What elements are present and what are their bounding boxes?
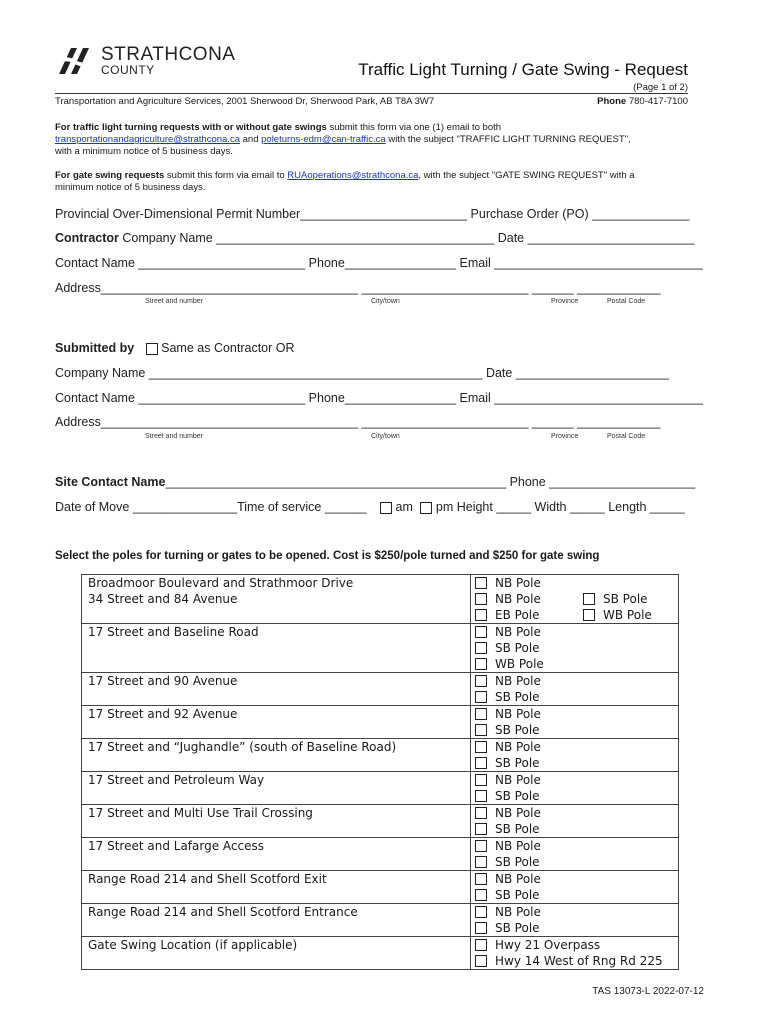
pole-option-label: NB Pole — [495, 905, 541, 919]
pole-checkbox[interactable] — [475, 741, 487, 753]
options-cell — [471, 937, 679, 970]
location-label: 17 Street and Petroleum Way — [88, 773, 265, 787]
pole-checkbox[interactable] — [475, 922, 487, 934]
contractor-label: Contractor — [55, 231, 119, 245]
intro-gate-swing — [55, 170, 635, 194]
department-address: Transportation and Agriculture Services, 2001 Sherwood Dr, Sherwood Park, AB T8A 3W7 — [55, 96, 435, 107]
pole-option-label: SB Pole — [495, 822, 540, 836]
table-row — [82, 575, 679, 624]
pole-checkbox[interactable] — [583, 593, 595, 605]
options-cell — [471, 706, 679, 739]
contractor-row[interactable] — [55, 231, 694, 245]
site-contact-row[interactable] — [55, 475, 695, 489]
pole-checkbox[interactable] — [475, 823, 487, 835]
pole-checkbox[interactable] — [475, 774, 487, 786]
gate-option-label: Hwy 21 Overpass — [495, 938, 601, 952]
intro-traffic-light — [55, 122, 635, 158]
location-cell — [82, 772, 471, 805]
city-caption-2: City/town — [371, 433, 400, 440]
location-label: Range Road 214 and Shell Scotford Entrance — [88, 905, 358, 919]
postal-caption-2: Postal Code — [607, 433, 646, 440]
options-cell — [471, 772, 679, 805]
city-caption: City/town — [371, 298, 400, 305]
location-cell — [82, 673, 471, 706]
location-cell — [82, 624, 471, 673]
logo-line2: COUNTY — [101, 63, 155, 77]
am-checkbox[interactable] — [380, 502, 392, 514]
email-link-ruaoperations[interactable]: RUAoperations@strathcona.ca — [287, 170, 419, 181]
contractor-address-row[interactable]: Address_____________________________________ ________________________ ______ ____________ — [55, 281, 661, 295]
pole-checkbox[interactable] — [475, 658, 487, 670]
table-row — [82, 673, 679, 706]
pm-checkbox[interactable] — [420, 502, 432, 514]
email-link-transportation[interactable]: transportationandagriculture@strathcona.ca — [55, 134, 240, 145]
contractor-fields[interactable]: Company Name ________________________________________ Date ________________________ — [118, 231, 695, 245]
site-contact-label: Site Contact Name — [55, 475, 166, 489]
am-label: am — [395, 500, 413, 514]
pole-option-label: NB Pole — [495, 625, 541, 639]
gate-checkbox[interactable] — [475, 955, 487, 967]
pole-checkbox[interactable] — [475, 675, 487, 687]
pole-checkbox[interactable] — [475, 807, 487, 819]
intro1-bold: For traffic light turning requests with or without gate swings — [55, 122, 327, 133]
location-label: 17 Street and “Jughandle” (south of Baseline Road) — [88, 740, 397, 754]
table-row — [82, 805, 679, 838]
pole-option-label: NB Pole — [495, 592, 541, 606]
form-title: Traffic Light Turning / Gate Swing - Request — [358, 60, 688, 79]
location-cell — [82, 805, 471, 838]
strathcona-logo — [55, 44, 236, 80]
same-as-contractor-checkbox[interactable] — [146, 343, 158, 355]
permit-po-row[interactable]: Provincial Over-Dimensional Permit Number________________________ Purchase Order (PO) ______________ — [55, 207, 690, 221]
location-label: Broadmoor Boulevard and Strathmoor Drive — [88, 576, 354, 590]
table-row — [82, 772, 679, 805]
pole-option-label: WB Pole — [495, 657, 544, 671]
location-label: 17 Street and 92 Avenue — [88, 707, 238, 721]
location-cell — [82, 706, 471, 739]
pole-option-label: NB Pole — [495, 576, 541, 590]
options-cell — [471, 624, 679, 673]
location-label: 34 Street and 84 Avenue — [88, 592, 238, 606]
header-divider — [55, 93, 688, 94]
pole-checkbox[interactable] — [475, 790, 487, 802]
pole-checkbox[interactable] — [475, 691, 487, 703]
submitter-contact-row[interactable]: Contact Name ________________________ Phone________________ Email ______________________________ — [55, 391, 703, 405]
pole-checkbox[interactable] — [475, 757, 487, 769]
options-cell — [471, 739, 679, 772]
location-label: 17 Street and Multi Use Trail Crossing — [88, 806, 313, 820]
pole-checkbox[interactable] — [475, 593, 487, 605]
pole-option-label: SB Pole — [495, 888, 540, 902]
pole-option-label: NB Pole — [495, 839, 541, 853]
move-details-row[interactable] — [55, 500, 685, 514]
page-indicator: (Page 1 of 2) — [633, 82, 688, 93]
pole-option-label: SB Pole — [495, 690, 540, 704]
location-label: Gate Swing Location (if applicable) — [88, 938, 298, 952]
pole-option-label: NB Pole — [495, 773, 541, 787]
intro1-text1: submit this form via one (1) email to both — [326, 122, 502, 133]
gate-checkbox[interactable] — [475, 939, 487, 951]
intro2-bold: For gate swing requests — [55, 170, 165, 181]
pole-checkbox[interactable] — [475, 642, 487, 654]
pole-option-label: SB Pole — [495, 855, 540, 869]
pole-checkbox[interactable] — [475, 889, 487, 901]
intro2-text2: , with the subject "GATE SWING REQUEST" with a minimum notice of 5 business days. — [55, 170, 635, 193]
pole-checkbox[interactable] — [475, 840, 487, 852]
options-cell — [471, 838, 679, 871]
pole-checkbox[interactable] — [475, 577, 487, 589]
contractor-contact-row[interactable]: Contact Name ________________________ Phone________________ Email ______________________________ — [55, 256, 703, 270]
pole-option-label: NB Pole — [495, 674, 541, 688]
location-cell — [82, 871, 471, 904]
pole-option-label: SB Pole — [495, 756, 540, 770]
location-label: 17 Street and 90 Avenue — [88, 674, 238, 688]
pole-checkbox[interactable] — [583, 609, 595, 621]
submitter-company-row[interactable]: Company Name ________________________________________________ Date ______________________ — [55, 366, 669, 380]
province-caption: Province — [551, 298, 579, 305]
pole-option-label: NB Pole — [495, 740, 541, 754]
pole-option-label: NB Pole — [495, 872, 541, 886]
pole-checkbox[interactable] — [475, 626, 487, 638]
pole-option-label: SB Pole — [495, 789, 540, 803]
same-as-contractor-label: Same as Contractor OR — [161, 341, 295, 355]
pole-checkbox[interactable] — [475, 873, 487, 885]
phone-label: Phone — [597, 96, 627, 107]
table-row — [82, 937, 679, 970]
pole-checkbox[interactable] — [475, 856, 487, 868]
location-label: Range Road 214 and Shell Scotford Exit — [88, 872, 327, 886]
table-row — [82, 838, 679, 871]
gate-option-label: Hwy 14 West of Rng Rd 225 — [495, 954, 663, 968]
submitter-address-row[interactable]: Address_____________________________________ ________________________ ______ ____________ — [55, 415, 661, 429]
pole-option-label: NB Pole — [495, 707, 541, 721]
street-caption: Street and number — [145, 298, 203, 305]
options-cell — [471, 871, 679, 904]
pole-option-label: SB Pole — [495, 921, 540, 935]
table-row — [82, 871, 679, 904]
intro1-text2: and — [239, 134, 262, 145]
date-time-fields[interactable]: Date of Move _______________Time of service ______ — [55, 500, 367, 514]
pole-checkbox[interactable] — [475, 708, 487, 720]
street-caption-2: Street and number — [145, 433, 203, 440]
intro1-text3: with the subject "TRAFFIC LIGHT TURNING REQUEST", with a minimum notice of 5 business days. — [55, 134, 631, 157]
location-cell — [82, 575, 471, 624]
location-label: 17 Street and Baseline Road — [88, 625, 259, 639]
phone-block — [597, 96, 688, 107]
pole-option-label: WB Pole — [603, 608, 652, 622]
select-poles-heading: Select the poles for turning or gates to be opened. Cost is $250/pole turned and $250 for gate swing — [55, 550, 600, 562]
logo-line1: STRATHCONA — [101, 44, 236, 65]
pole-checkbox[interactable] — [475, 724, 487, 736]
pole-option-label: EB Pole — [495, 608, 540, 622]
table-row — [82, 706, 679, 739]
pole-option-label: SB Pole — [495, 723, 540, 737]
location-cell — [82, 838, 471, 871]
location-label: 17 Street and Lafarge Access — [88, 839, 264, 853]
location-cell — [82, 904, 471, 937]
postal-caption: Postal Code — [607, 298, 646, 305]
province-caption-2: Province — [551, 433, 579, 440]
submitted-by-row — [55, 341, 295, 355]
options-cell — [471, 805, 679, 838]
table-row — [82, 739, 679, 772]
pole-checkbox[interactable] — [475, 906, 487, 918]
pole-checkbox[interactable] — [475, 609, 487, 621]
table-row — [82, 624, 679, 673]
site-contact-fields[interactable]: _________________________________________________ Phone _____________________ — [165, 475, 696, 489]
pole-option-label: SB Pole — [495, 641, 540, 655]
pm-dimensions-fields[interactable]: pm Height _____ Width _____ Length _____ — [435, 500, 685, 514]
form-code-footer: TAS 13073-L 2022-07-12 — [592, 986, 704, 997]
submitted-by-label: Submitted by — [55, 341, 135, 355]
pole-table — [81, 574, 679, 970]
strathcona-logo-icon — [55, 44, 95, 78]
email-link-poleturns[interactable]: poleturns-edm@can-traffic.ca — [261, 134, 386, 145]
location-cell — [82, 937, 471, 970]
options-cell — [471, 575, 679, 624]
phone-number: 780-417-7100 — [628, 96, 688, 107]
table-row — [82, 904, 679, 937]
location-cell — [82, 739, 471, 772]
options-cell — [471, 904, 679, 937]
options-cell — [471, 673, 679, 706]
intro2-text1: submit this form via email to — [164, 170, 288, 181]
pole-option-label: NB Pole — [495, 806, 541, 820]
pole-option-label: SB Pole — [603, 592, 648, 606]
